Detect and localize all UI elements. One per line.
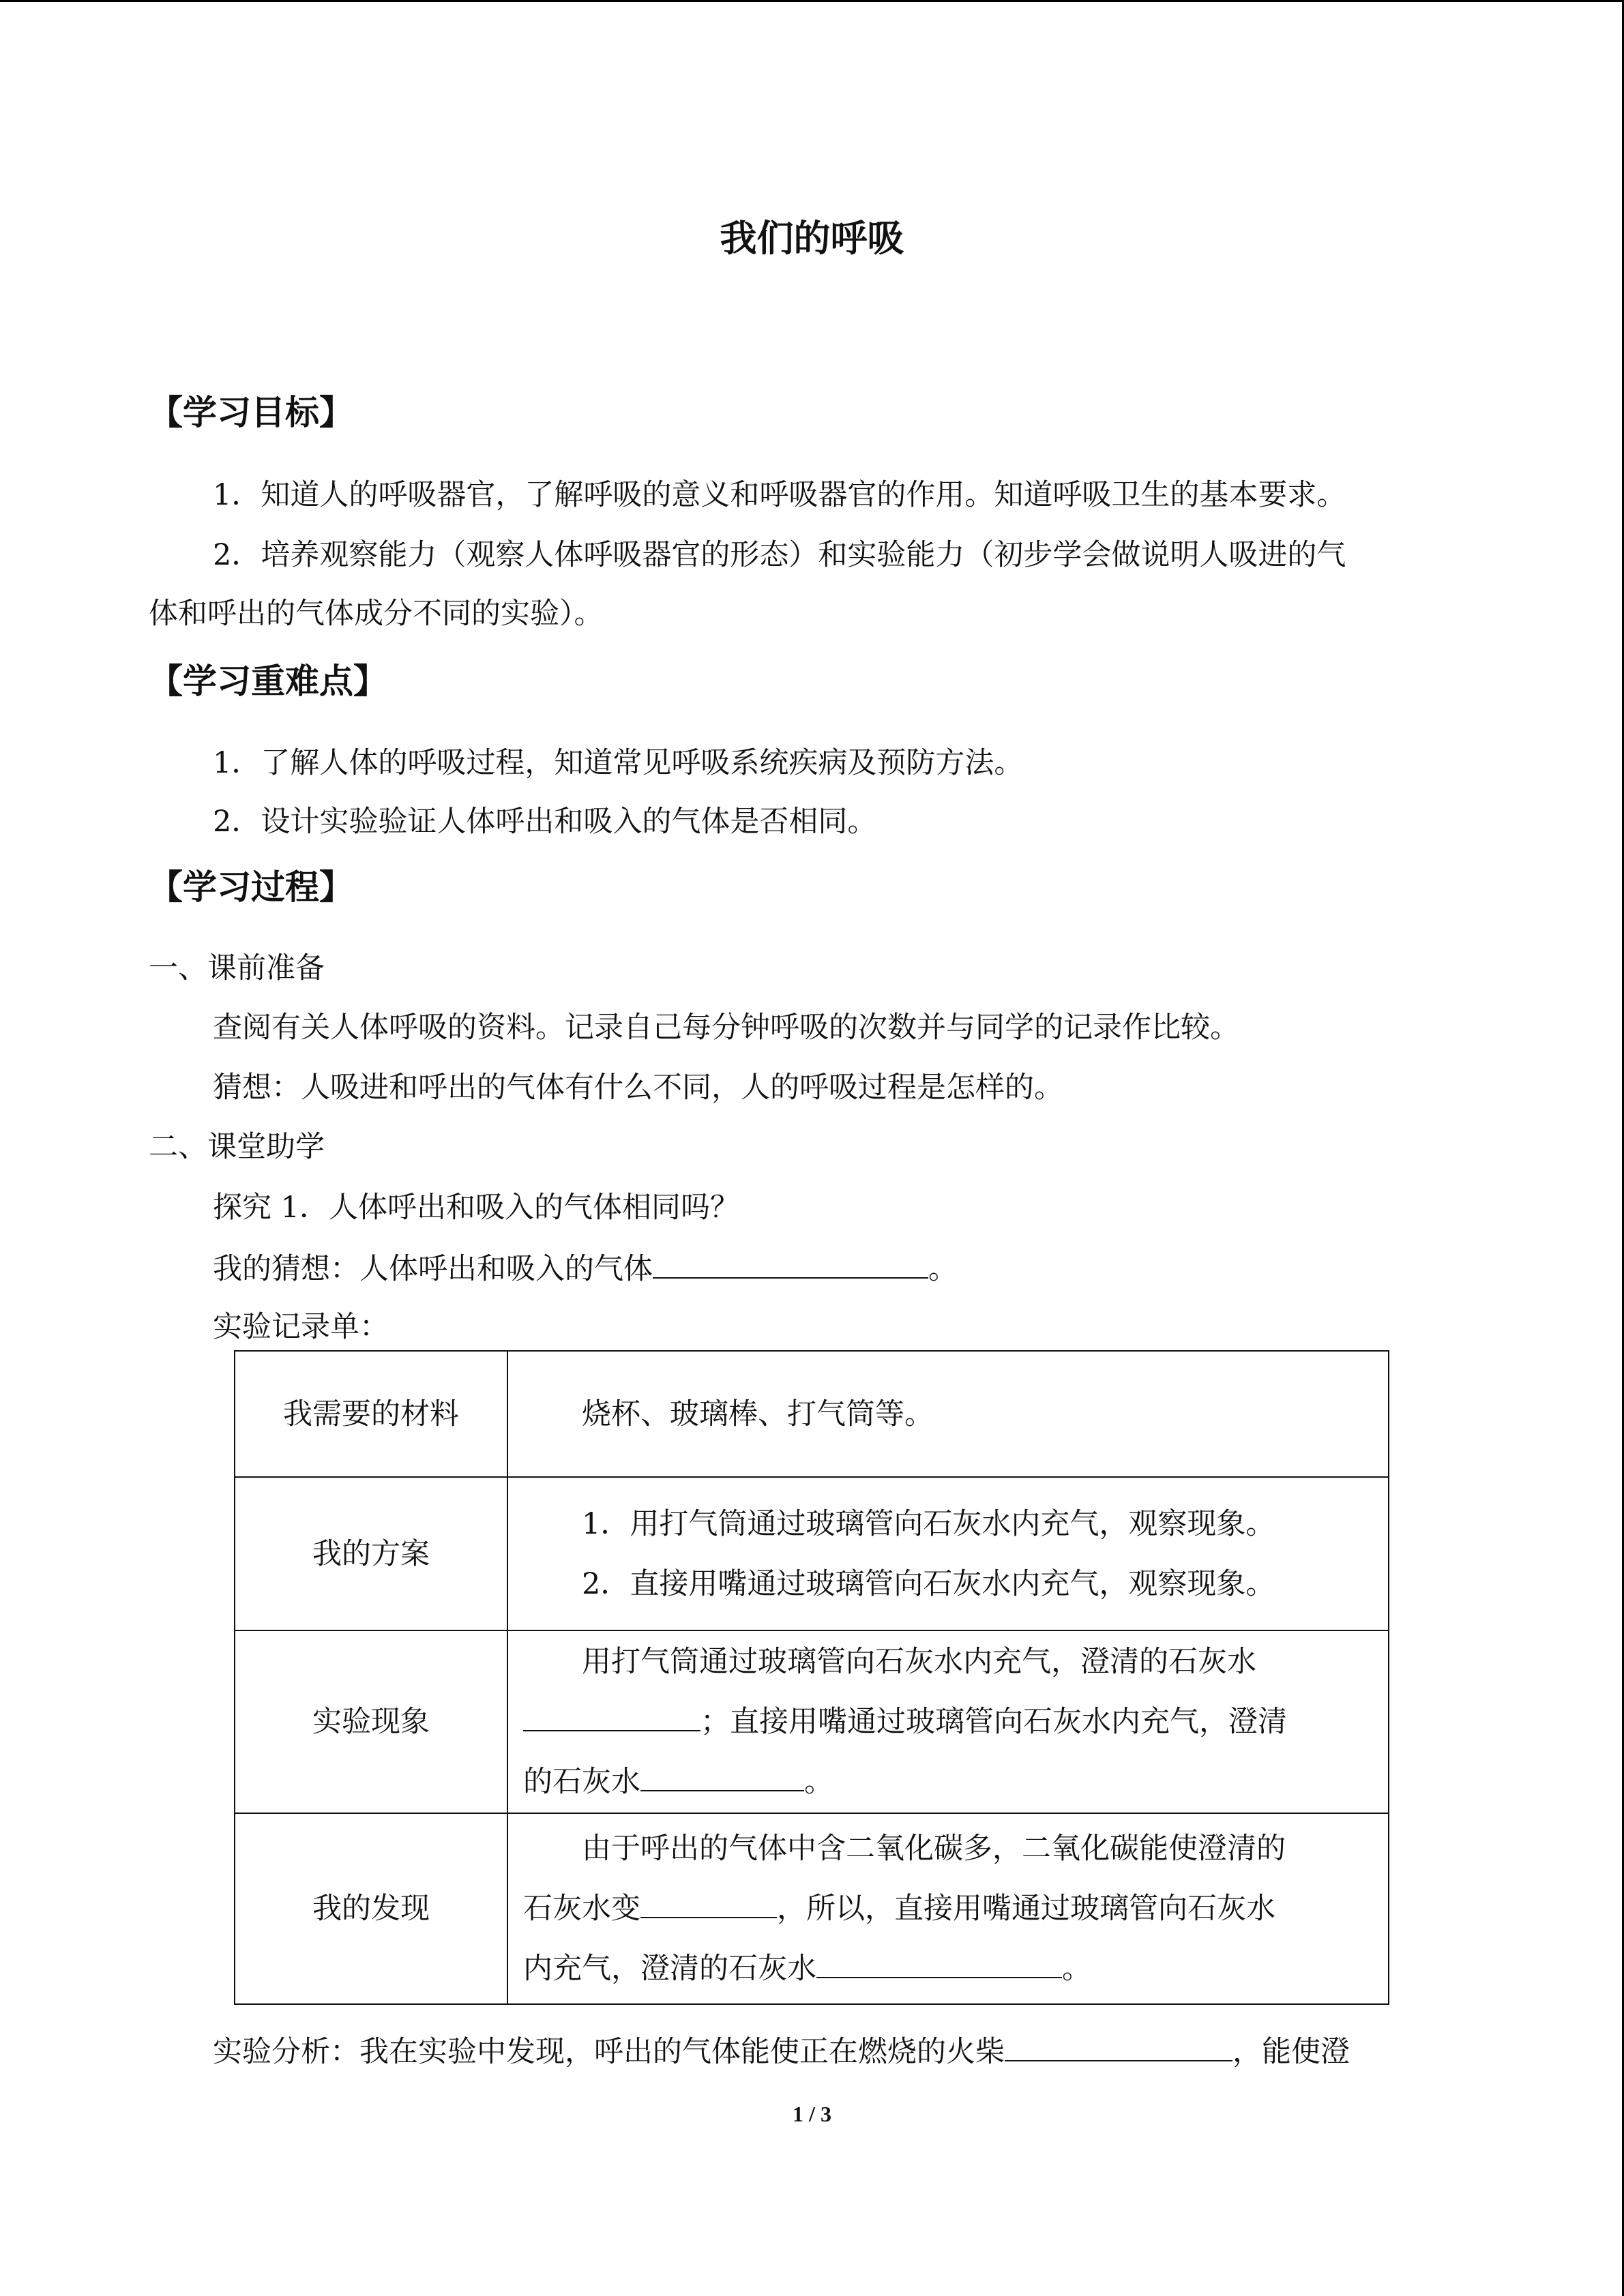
part1-line-1: 查阅有关人体呼吸的资料。记录自己每分钟呼吸的次数并与同学的记录作比较。 bbox=[213, 1011, 1239, 1045]
discovery-blank-1[interactable] bbox=[640, 1887, 777, 1918]
experiment-record-table bbox=[234, 1350, 1389, 2005]
plan-label: 我的方案 bbox=[235, 1477, 507, 1630]
table-row-plan bbox=[235, 1477, 1389, 1630]
materials-label: 我需要的材料 bbox=[235, 1351, 507, 1477]
discovery-line-3 bbox=[523, 1939, 1374, 1999]
page-border-top bbox=[0, 0, 1624, 2]
plan-cell bbox=[507, 1477, 1389, 1630]
page-number: 1 / 3 bbox=[793, 2102, 831, 2126]
discovery-line-3-prefix: 内充气，澄清的石灰水 bbox=[523, 1952, 816, 1986]
guess-line bbox=[213, 1247, 958, 1289]
phenomenon-line-2 bbox=[523, 1692, 1374, 1752]
discovery-cell bbox=[507, 1813, 1389, 2004]
discovery-line-2-prefix: 石灰水变 bbox=[523, 1892, 640, 1926]
phenomenon-line-2-text: ；直接用嘴通过玻璃管向石灰水内充气，澄清 bbox=[700, 1705, 1287, 1739]
guess-blank[interactable] bbox=[653, 1247, 928, 1279]
goal-item-2: 2．培养观察能力（观察人体呼吸器官的形态）和实验能力（初步学会做说明人吸进的气 bbox=[213, 538, 1346, 572]
materials-cell bbox=[507, 1351, 1389, 1477]
analysis-suffix: ，能使澄 bbox=[1232, 2035, 1350, 2069]
goal-item-1: 1．知道人的呼吸器官，了解呼吸的意义和呼吸器官的作用。知道呼吸卫生的基本要求。 bbox=[213, 478, 1346, 512]
part1-line-2: 猜想：人吸进和呼出的气体有什么不同，人的呼吸过程是怎样的。 bbox=[213, 1071, 1063, 1105]
phenomenon-line-1: 用打气筒通过玻璃管向石灰水内充气，澄清的石灰水 bbox=[582, 1645, 1256, 1679]
phenomenon-blank-2[interactable] bbox=[640, 1760, 804, 1791]
record-title: 实验记录单： bbox=[213, 1310, 389, 1344]
guess-suffix: 。 bbox=[928, 1252, 958, 1286]
page-title: 我们的呼吸 bbox=[720, 217, 904, 260]
phenomenon-line-3 bbox=[523, 1752, 1374, 1812]
discovery-label: 我的发现 bbox=[235, 1813, 507, 2004]
discovery-line-3-suffix: 。 bbox=[1062, 1952, 1091, 1986]
materials-text: 烧杯、玻璃棒、打气筒等。 bbox=[582, 1397, 934, 1431]
discovery-line-1: 由于呼出的气体中含二氧化碳多，二氧化碳能使澄清的 bbox=[582, 1832, 1286, 1866]
table-row-materials bbox=[235, 1351, 1389, 1477]
phenomenon-line-3-suffix: 。 bbox=[804, 1765, 833, 1799]
analysis-line bbox=[213, 2030, 1350, 2072]
explore-title: 探究 1．人体呼出和吸入的气体相同吗？ bbox=[213, 1191, 740, 1225]
discovery-line-2 bbox=[523, 1879, 1374, 1939]
section-heading-process: 【学习过程】 bbox=[149, 867, 353, 907]
part2-title: 二、课堂助学 bbox=[149, 1130, 325, 1164]
phenomenon-label: 实验现象 bbox=[235, 1630, 507, 1813]
section-heading-goals: 【学习目标】 bbox=[149, 393, 353, 432]
analysis-prefix: 实验分析：我在实验中发现，呼出的气体能使正在燃烧的火柴 bbox=[213, 2035, 1005, 2069]
goal-item-2-cont: 体和呼出的气体成分不同的实验）。 bbox=[149, 597, 604, 631]
part1-title: 一、课前准备 bbox=[149, 951, 325, 985]
key-point-2: 2．设计实验验证人体呼出和吸入的气体是否相同。 bbox=[213, 805, 877, 839]
discovery-blank-2[interactable] bbox=[816, 1947, 1062, 1978]
guess-prefix: 我的猜想：人体呼出和吸入的气体 bbox=[213, 1252, 653, 1286]
phenomenon-line-3-prefix: 的石灰水 bbox=[523, 1765, 640, 1799]
phenomenon-cell bbox=[507, 1630, 1389, 1813]
plan-item-1: 1．用打气筒通过玻璃管向石灰水内充气，观察现象。 bbox=[582, 1506, 1275, 1541]
discovery-line-2-suffix: ，所以，直接用嘴通过玻璃管向石灰水 bbox=[777, 1892, 1275, 1926]
table-row-discovery bbox=[235, 1813, 1389, 2004]
analysis-blank[interactable] bbox=[1005, 2030, 1232, 2061]
plan-item-2: 2．直接用嘴通过玻璃管向石灰水内充气，观察现象。 bbox=[582, 1566, 1275, 1601]
phenomenon-blank-1[interactable] bbox=[523, 1700, 700, 1731]
key-point-1: 1．了解人体的呼吸过程，知道常见呼吸系统疾病及预防方法。 bbox=[213, 746, 1024, 780]
section-heading-key-points: 【学习重难点】 bbox=[149, 661, 387, 701]
table-row-phenomenon bbox=[235, 1630, 1389, 1813]
